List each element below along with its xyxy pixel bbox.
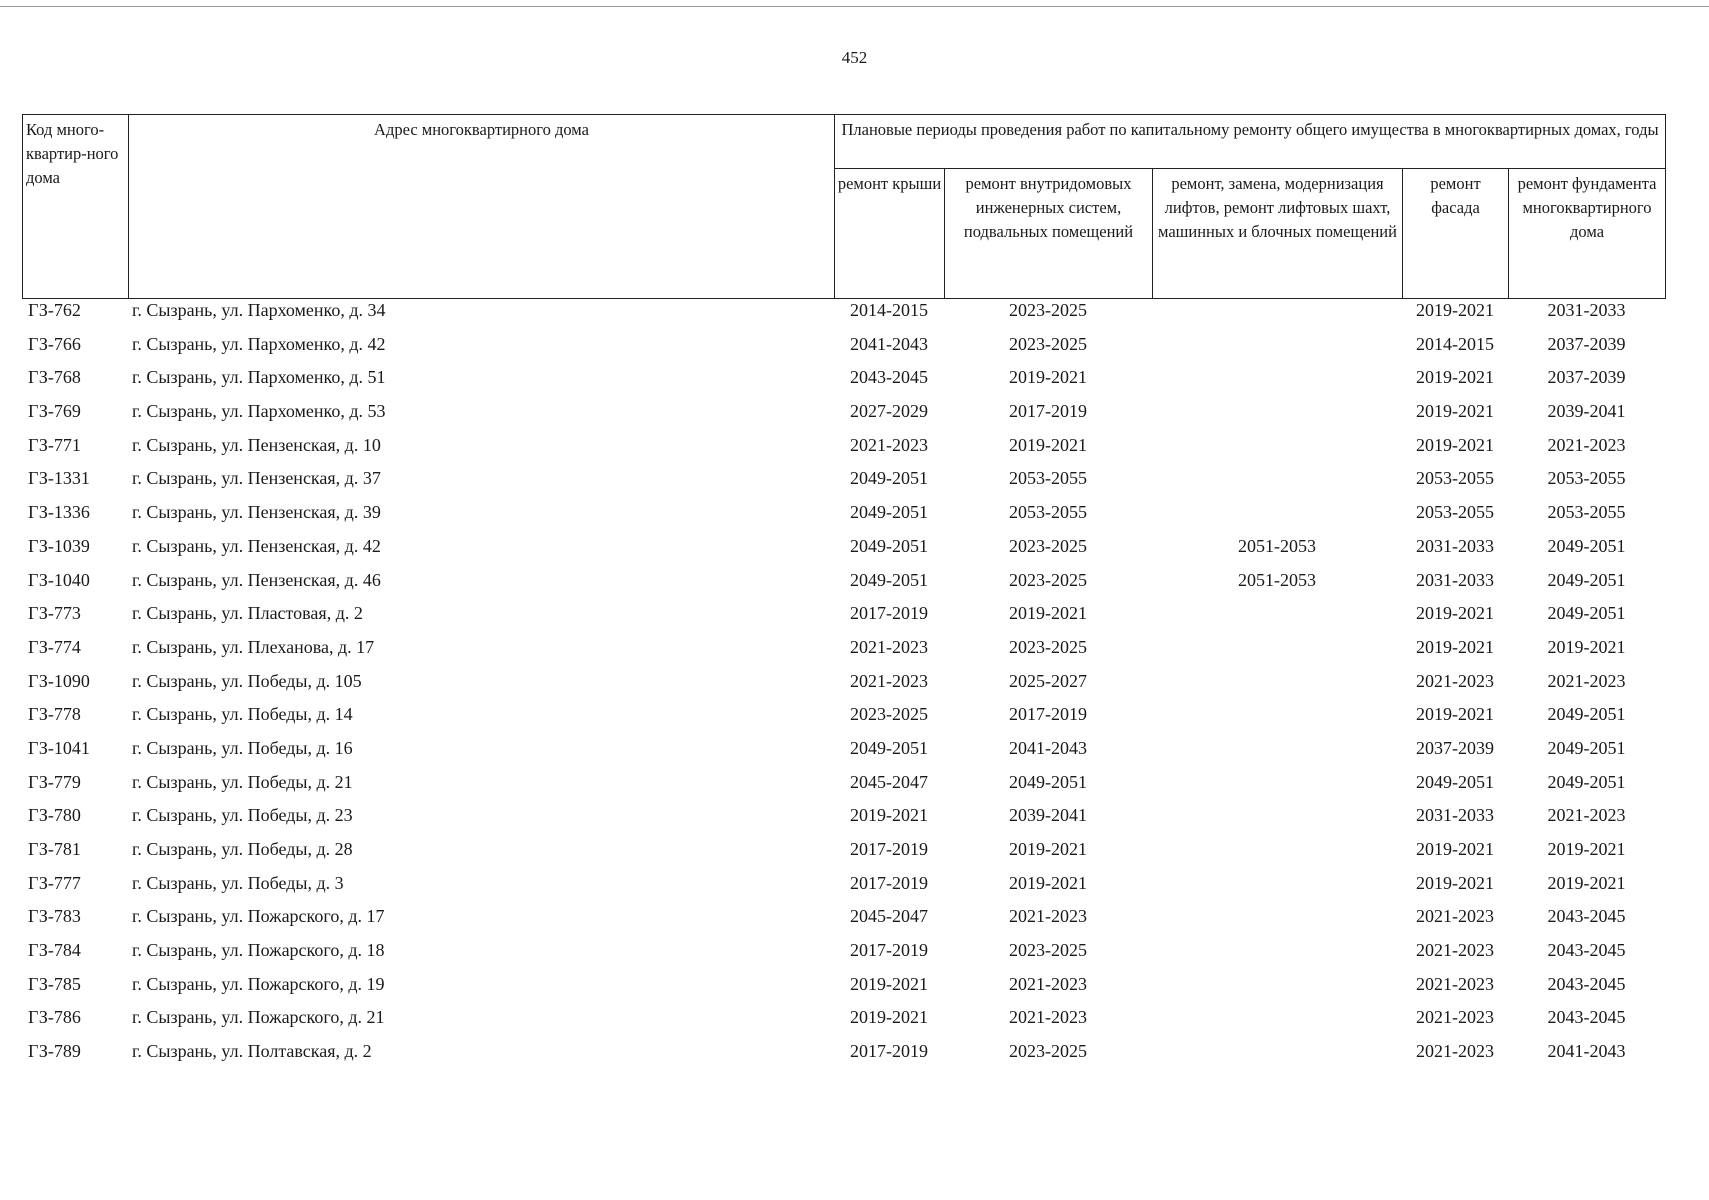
table-row [22,365,1665,399]
row-code: ГЗ-783 [28,906,81,927]
row-facade-period: 2019-2021 [1416,636,1494,657]
row-facade-period: 2019-2021 [1416,704,1494,725]
table-row [22,803,1665,837]
row-foundation-period: 2037-2039 [1547,367,1626,388]
header-facade: ремонт фасада [1403,169,1509,299]
row-foundation-period: 2043-2045 [1547,906,1626,927]
row-address: г. Сызрань, ул. Пензенская, д. 10 [132,434,381,455]
table-row [22,500,1665,534]
row-roof-period: 2019-2021 [850,1007,928,1028]
row-engineering-period: 2019-2021 [1009,839,1087,859]
row-engineering-period: 2023-2025 [1009,569,1087,590]
row-foundation-period: 2043-2045 [1547,940,1626,961]
row-engineering-period: 2023-2025 [1009,636,1087,657]
table-row [22,433,1665,467]
row-address: г. Сызрань, ул. Пластовая, д. 2 [132,603,363,624]
row-foundation-period: 2049-2051 [1547,569,1626,590]
table-row [22,332,1665,366]
header-foundation: ремонт фундамента многоквартирного дома [1509,169,1666,299]
table-row [22,837,1665,871]
row-roof-period: 2049-2051 [850,535,928,556]
row-roof-period: 2027-2029 [850,401,928,422]
row-code: ГЗ-781 [28,839,81,859]
row-address: г. Сызрань, ул. Пархоменко, д. 53 [132,401,386,422]
row-address: г. Сызрань, ул. Победы, д. 23 [132,805,353,826]
table-row [22,466,1665,500]
row-facade-period: 2019-2021 [1416,603,1494,624]
row-address: г. Сызрань, ул. Победы, д. 28 [132,839,353,859]
row-code: ГЗ-785 [28,973,81,994]
row-facade-period: 2019-2021 [1416,839,1494,859]
header-code: Код много-квартир-ного дома [23,115,129,299]
row-engineering-period: 2019-2021 [1009,872,1087,893]
row-address: г. Сызрань, ул. Плеханова, д. 17 [132,636,375,657]
row-address: г. Сызрань, ул. Победы, д. 14 [132,704,353,725]
row-code: ГЗ-1336 [28,502,90,523]
row-foundation-period: 2049-2051 [1547,737,1626,758]
row-code: ГЗ-786 [28,1007,81,1028]
row-engineering-period: 2023-2025 [1009,535,1087,556]
row-facade-period: 2049-2051 [1416,771,1494,792]
row-roof-period: 2045-2047 [850,771,928,792]
row-foundation-period: 2039-2041 [1547,401,1626,422]
row-engineering-period: 2021-2023 [1009,906,1087,927]
row-foundation-period: 2021-2023 [1547,670,1626,691]
row-code: ГЗ-778 [28,704,81,725]
row-code: ГЗ-766 [28,333,81,354]
row-foundation-period: 2049-2051 [1547,603,1626,624]
table-row [22,904,1665,938]
row-foundation-period: 2019-2021 [1547,839,1626,859]
row-foundation-period: 2049-2051 [1547,704,1626,725]
table-row [22,399,1665,433]
row-code: ГЗ-1039 [28,535,90,556]
row-code: ГЗ-777 [28,872,81,893]
row-foundation-period: 2021-2023 [1547,805,1626,826]
row-roof-period: 2049-2051 [850,737,928,758]
row-engineering-period: 2025-2027 [1009,670,1087,691]
row-address: г. Сызрань, ул. Победы, д. 105 [132,670,362,691]
table-row [22,770,1665,804]
header-address: Адрес многоквартирного дома [129,115,835,299]
row-facade-period: 2019-2021 [1416,872,1494,893]
row-facade-period: 2031-2033 [1416,805,1494,826]
row-address: г. Сызрань, ул. Пензенская, д. 39 [132,502,381,523]
row-engineering-period: 2053-2055 [1009,502,1087,523]
row-address: г. Сызрань, ул. Пархоменко, д. 42 [132,333,386,354]
row-facade-period: 2019-2021 [1416,401,1494,422]
table-row [22,635,1665,669]
row-facade-period: 2031-2033 [1416,569,1494,590]
header-periods: Плановые периоды проведения работ по капитальному ремонту общего имущества в многоквартирных домах, годы [835,115,1666,169]
row-code: ГЗ-779 [28,771,81,792]
row-engineering-period: 2023-2025 [1009,1041,1087,1062]
table-row [22,736,1665,770]
row-engineering-period: 2053-2055 [1009,468,1087,489]
row-engineering-period: 2023-2025 [1009,940,1087,961]
row-foundation-period: 2049-2051 [1547,771,1626,792]
table-header [22,114,1666,299]
row-roof-period: 2045-2047 [850,906,928,927]
row-code: ГЗ-768 [28,367,81,388]
row-roof-period: 2019-2021 [850,973,928,994]
row-address: г. Сызрань, ул. Пожарского, д. 21 [132,1007,385,1028]
table-row [22,669,1665,703]
row-engineering-period: 2049-2051 [1009,771,1087,792]
row-roof-period: 2017-2019 [850,603,928,624]
table-row [22,298,1665,332]
scan-top-edge [0,6,1709,7]
row-roof-period: 2049-2051 [850,502,928,523]
table-row [22,534,1665,568]
row-foundation-period: 2021-2023 [1547,434,1626,455]
row-lifts-period: 2051-2053 [1238,569,1316,590]
row-roof-period: 2043-2045 [850,367,928,388]
row-address: г. Сызрань, ул. Пархоменко, д. 51 [132,367,386,388]
row-facade-period: 2021-2023 [1416,1041,1494,1062]
row-roof-period: 2017-2019 [850,839,928,859]
row-roof-period: 2017-2019 [850,940,928,961]
row-engineering-period: 2019-2021 [1009,434,1087,455]
row-engineering-period: 2041-2043 [1009,737,1087,758]
row-roof-period: 2049-2051 [850,468,928,489]
row-roof-period: 2019-2021 [850,805,928,826]
row-engineering-period: 2019-2021 [1009,367,1087,388]
row-facade-period: 2021-2023 [1416,1007,1494,1028]
row-code: ГЗ-1090 [28,670,90,691]
row-roof-period: 2049-2051 [850,569,928,590]
row-code: ГЗ-771 [28,434,81,455]
row-code: ГЗ-789 [28,1041,81,1062]
row-facade-period: 2021-2023 [1416,940,1494,961]
row-foundation-period: 2031-2033 [1547,300,1626,320]
row-code: ГЗ-780 [28,805,81,826]
row-lifts-period: 2051-2053 [1238,535,1316,556]
row-roof-period: 2017-2019 [850,872,928,893]
row-foundation-period: 2043-2045 [1547,973,1626,994]
header-engineering: ремонт внутридомовых инженерных систем, подвальных помещений [945,169,1153,299]
table-row [22,601,1665,635]
row-address: г. Сызрань, ул. Пархоменко, д. 34 [132,300,386,320]
row-foundation-period: 2037-2039 [1547,333,1626,354]
row-roof-period: 2021-2023 [850,434,928,455]
row-foundation-period: 2019-2021 [1547,636,1626,657]
row-foundation-period: 2049-2051 [1547,535,1626,556]
row-facade-period: 2053-2055 [1416,502,1494,523]
row-address: г. Сызрань, ул. Победы, д. 16 [132,737,353,758]
row-roof-period: 2023-2025 [850,704,928,725]
row-roof-period: 2041-2043 [850,333,928,354]
row-address: г. Сызрань, ул. Пензенская, д. 37 [132,468,381,489]
row-code: ГЗ-762 [28,300,81,320]
header-lifts: ремонт, замена, модернизация лифтов, ремонт лифтовых шахт, машинных и блочных помещений [1153,169,1403,299]
row-facade-period: 2014-2015 [1416,333,1494,354]
row-facade-period: 2021-2023 [1416,906,1494,927]
row-address: г. Сызрань, ул. Пожарского, д. 17 [132,906,385,927]
row-engineering-period: 2021-2023 [1009,973,1087,994]
row-roof-period: 2017-2019 [850,1041,928,1062]
row-foundation-period: 2043-2045 [1547,1007,1626,1028]
row-facade-period: 2053-2055 [1416,468,1494,489]
row-foundation-period: 2053-2055 [1547,468,1626,489]
table-row [22,871,1665,905]
row-foundation-period: 2041-2043 [1547,1041,1626,1062]
row-facade-period: 2021-2023 [1416,973,1494,994]
row-code: ГЗ-774 [28,636,81,657]
table-row [22,1005,1665,1039]
table-body [22,298,1665,1073]
row-facade-period: 2031-2033 [1416,535,1494,556]
page-number: 452 [841,48,868,67]
row-facade-period: 2019-2021 [1416,300,1494,320]
row-foundation-period: 2053-2055 [1547,502,1626,523]
row-address: г. Сызрань, ул. Победы, д. 3 [132,872,344,893]
row-code: ГЗ-1331 [28,468,90,489]
row-address: г. Сызрань, ул. Пожарского, д. 18 [132,940,385,961]
row-engineering-period: 2017-2019 [1009,704,1087,725]
row-code: ГЗ-1041 [28,737,90,758]
table-row [22,972,1665,1006]
row-roof-period: 2021-2023 [850,636,928,657]
row-code: ГЗ-769 [28,401,81,422]
row-engineering-period: 2023-2025 [1009,300,1087,320]
row-facade-period: 2021-2023 [1416,670,1494,691]
header-roof: ремонт крыши [835,169,945,299]
row-engineering-period: 2039-2041 [1009,805,1087,826]
table-row [22,1039,1665,1073]
row-roof-period: 2021-2023 [850,670,928,691]
row-address: г. Сызрань, ул. Пензенская, д. 46 [132,569,381,590]
table-row [22,702,1665,736]
row-engineering-period: 2017-2019 [1009,401,1087,422]
row-facade-period: 2037-2039 [1416,737,1494,758]
row-facade-period: 2019-2021 [1416,367,1494,388]
row-code: ГЗ-1040 [28,569,90,590]
row-foundation-period: 2019-2021 [1547,872,1626,893]
row-address: г. Сызрань, ул. Пензенская, д. 42 [132,535,381,556]
table-row [22,568,1665,602]
row-engineering-period: 2023-2025 [1009,333,1087,354]
row-engineering-period: 2021-2023 [1009,1007,1087,1028]
row-roof-period: 2014-2015 [850,300,928,320]
row-engineering-period: 2019-2021 [1009,603,1087,624]
row-code: ГЗ-784 [28,940,81,961]
row-address: г. Сызрань, ул. Пожарского, д. 19 [132,973,385,994]
table-row [22,938,1665,972]
row-code: ГЗ-773 [28,603,81,624]
row-address: г. Сызрань, ул. Победы, д. 21 [132,771,353,792]
row-facade-period: 2019-2021 [1416,434,1494,455]
row-address: г. Сызрань, ул. Полтавская, д. 2 [132,1041,372,1062]
